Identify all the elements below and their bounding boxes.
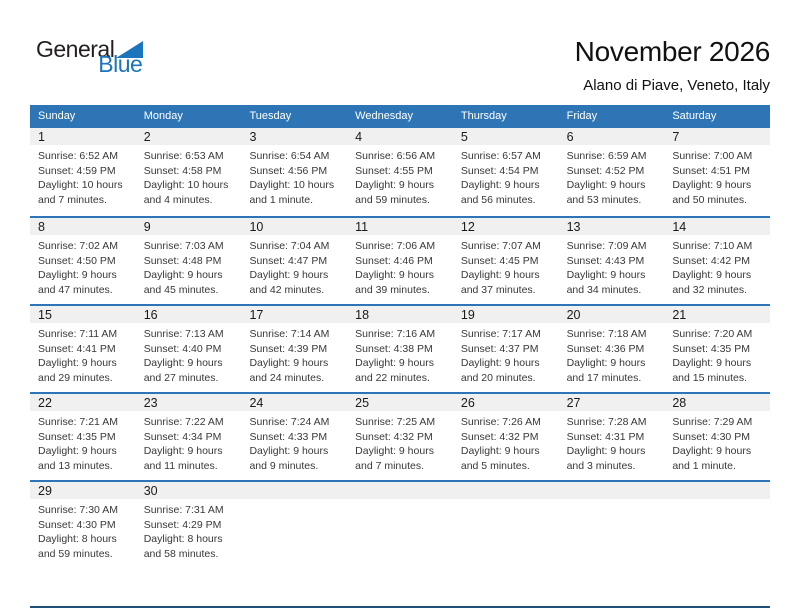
day-number: 2 bbox=[136, 128, 242, 145]
day-cell-13 bbox=[559, 218, 665, 304]
detail-line: Sunset: 4:35 PM bbox=[672, 342, 750, 355]
detail-line: Sunrise: 7:07 AM bbox=[460, 240, 541, 252]
general-blue-logo bbox=[36, 38, 143, 75]
day-number: 4 bbox=[347, 128, 453, 145]
detail-line: Sunset: 4:55 PM bbox=[355, 164, 433, 177]
detail-line: Daylight: 9 hours bbox=[672, 445, 752, 457]
detail-line: Daylight: 9 hours bbox=[355, 357, 434, 369]
detail-line: Sunset: 4:29 PM bbox=[143, 518, 222, 531]
detail-line: Daylight: 9 hours bbox=[672, 357, 752, 369]
detail-line: Sunrise: 7:25 AM bbox=[355, 416, 436, 428]
day-cell-6 bbox=[559, 128, 665, 216]
location-subtitle: Alano di Piave, Veneto, Italy bbox=[583, 77, 770, 94]
detail-line: Daylight: 9 hours bbox=[38, 269, 117, 281]
detail-line: Daylight: 9 hours bbox=[143, 445, 223, 457]
day-details bbox=[136, 499, 242, 561]
detail-line: Sunrise: 7:30 AM bbox=[38, 504, 118, 516]
detail-line: Sunset: 4:51 PM bbox=[672, 164, 750, 177]
day-number: 21 bbox=[664, 306, 770, 323]
day-cell-2 bbox=[136, 128, 242, 216]
day-cell-1 bbox=[30, 128, 136, 216]
detail-line: Sunrise: 7:09 AM bbox=[566, 240, 647, 252]
detail-line: and 17 minutes. bbox=[566, 371, 642, 384]
day-details bbox=[347, 235, 453, 297]
day-details bbox=[347, 499, 453, 503]
detail-line: Daylight: 8 hours bbox=[38, 533, 117, 545]
detail-line: and 3 minutes. bbox=[566, 459, 636, 472]
detail-line: and 37 minutes. bbox=[460, 283, 536, 296]
detail-line: Sunrise: 6:57 AM bbox=[460, 150, 541, 162]
day-cell-3 bbox=[241, 128, 347, 216]
detail-line: Daylight: 9 hours bbox=[460, 445, 540, 457]
day-details bbox=[559, 235, 665, 297]
detail-line: Daylight: 9 hours bbox=[460, 269, 540, 281]
detail-line: Sunrise: 7:21 AM bbox=[38, 416, 118, 428]
detail-line: Daylight: 9 hours bbox=[460, 179, 540, 191]
empty-day-cell bbox=[241, 482, 347, 568]
day-details bbox=[347, 411, 453, 473]
day-number: 14 bbox=[664, 218, 770, 235]
detail-line: Sunrise: 6:52 AM bbox=[38, 150, 118, 162]
day-cell-8 bbox=[30, 218, 136, 304]
detail-line: Daylight: 9 hours bbox=[355, 269, 434, 281]
detail-line: and 1 minute. bbox=[672, 459, 736, 472]
detail-line: Sunset: 4:36 PM bbox=[566, 342, 645, 355]
detail-line: and 39 minutes. bbox=[355, 283, 430, 296]
empty-day-cell bbox=[453, 482, 559, 568]
empty-day-cell bbox=[347, 482, 453, 568]
detail-line: Daylight: 9 hours bbox=[566, 269, 646, 281]
day-cell-16 bbox=[136, 306, 242, 392]
detail-line: Sunrise: 7:10 AM bbox=[672, 240, 753, 252]
day-number: 5 bbox=[453, 128, 559, 145]
day-cell-7 bbox=[664, 128, 770, 216]
day-cell-21 bbox=[664, 306, 770, 392]
day-cell-10 bbox=[241, 218, 347, 304]
detail-line: Daylight: 10 hours bbox=[249, 179, 335, 191]
detail-line: Sunrise: 6:59 AM bbox=[566, 150, 647, 162]
detail-line: and 22 minutes. bbox=[355, 371, 430, 384]
detail-line: Daylight: 9 hours bbox=[143, 357, 223, 369]
day-number: 22 bbox=[30, 394, 136, 411]
day-details bbox=[664, 499, 770, 503]
detail-line: Daylight: 9 hours bbox=[249, 445, 329, 457]
day-number: 12 bbox=[453, 218, 559, 235]
detail-line: and 56 minutes. bbox=[460, 193, 536, 206]
day-cell-5 bbox=[453, 128, 559, 216]
detail-line: Sunrise: 7:16 AM bbox=[355, 328, 436, 340]
detail-line: Sunrise: 7:26 AM bbox=[460, 416, 541, 428]
day-cell-23 bbox=[136, 394, 242, 480]
detail-line: Sunset: 4:33 PM bbox=[249, 430, 328, 443]
empty-day-cell bbox=[664, 482, 770, 568]
day-details bbox=[241, 145, 347, 207]
detail-line: Sunrise: 6:56 AM bbox=[355, 150, 436, 162]
day-details bbox=[30, 145, 136, 207]
day-cell-27 bbox=[559, 394, 665, 480]
week-row bbox=[30, 216, 770, 304]
detail-line: Sunset: 4:56 PM bbox=[249, 164, 328, 177]
day-number: 19 bbox=[453, 306, 559, 323]
calendar-weeks bbox=[30, 128, 770, 568]
logo-text-blue: Blue bbox=[98, 51, 143, 77]
detail-line: Sunrise: 7:28 AM bbox=[566, 416, 647, 428]
detail-line: Sunset: 4:30 PM bbox=[672, 430, 750, 443]
detail-line: Daylight: 8 hours bbox=[143, 533, 223, 545]
day-number: 24 bbox=[241, 394, 347, 411]
day-details bbox=[136, 235, 242, 297]
day-details bbox=[30, 411, 136, 473]
day-number: 15 bbox=[30, 306, 136, 323]
detail-line: Sunrise: 7:06 AM bbox=[355, 240, 436, 252]
detail-line: Sunset: 4:46 PM bbox=[355, 254, 433, 267]
detail-line: and 58 minutes. bbox=[143, 547, 219, 560]
detail-line: Daylight: 9 hours bbox=[38, 445, 117, 457]
detail-line: Sunset: 4:45 PM bbox=[460, 254, 539, 267]
day-cell-25 bbox=[347, 394, 453, 480]
day-cell-12 bbox=[453, 218, 559, 304]
detail-line: Sunset: 4:32 PM bbox=[355, 430, 433, 443]
day-number: 7 bbox=[664, 128, 770, 145]
detail-line: and 24 minutes. bbox=[249, 371, 325, 384]
day-number: 30 bbox=[136, 482, 242, 499]
day-details bbox=[664, 235, 770, 297]
detail-line: Daylight: 9 hours bbox=[672, 269, 752, 281]
header-titles bbox=[575, 36, 770, 94]
day-details bbox=[664, 145, 770, 207]
day-number bbox=[453, 482, 559, 499]
day-cell-20 bbox=[559, 306, 665, 392]
day-details bbox=[559, 411, 665, 473]
week-row bbox=[30, 480, 770, 568]
detail-line: Sunrise: 6:53 AM bbox=[143, 150, 224, 162]
detail-line: Daylight: 9 hours bbox=[355, 445, 434, 457]
detail-line: Sunset: 4:41 PM bbox=[38, 342, 116, 355]
day-details bbox=[559, 323, 665, 385]
detail-line: and 59 minutes. bbox=[38, 547, 113, 560]
detail-line: Sunset: 4:38 PM bbox=[355, 342, 433, 355]
detail-line: Sunset: 4:47 PM bbox=[249, 254, 328, 267]
day-cell-28 bbox=[664, 394, 770, 480]
weekday-header-saturday: Saturday bbox=[672, 110, 717, 122]
day-number: 27 bbox=[559, 394, 665, 411]
week-row bbox=[30, 392, 770, 480]
detail-line: Sunrise: 7:24 AM bbox=[249, 416, 330, 428]
empty-day-cell bbox=[559, 482, 665, 568]
day-details bbox=[136, 323, 242, 385]
day-details bbox=[241, 411, 347, 473]
detail-line: Sunrise: 7:17 AM bbox=[460, 328, 541, 340]
day-number: 20 bbox=[559, 306, 665, 323]
weekday-header-friday: Friday bbox=[566, 110, 598, 122]
logo-text-general: General bbox=[36, 36, 115, 62]
detail-line: Sunrise: 7:31 AM bbox=[143, 504, 224, 516]
day-number: 28 bbox=[664, 394, 770, 411]
day-cell-15 bbox=[30, 306, 136, 392]
detail-line: Sunrise: 7:20 AM bbox=[672, 328, 753, 340]
detail-line: Sunset: 4:43 PM bbox=[566, 254, 645, 267]
detail-line: Sunset: 4:40 PM bbox=[143, 342, 222, 355]
detail-line: and 32 minutes. bbox=[672, 283, 748, 296]
page-title: November 2026 bbox=[574, 36, 770, 67]
detail-line: Daylight: 10 hours bbox=[38, 179, 123, 191]
detail-line: and 29 minutes. bbox=[38, 371, 113, 384]
detail-line: and 27 minutes. bbox=[143, 371, 219, 384]
detail-line: Sunrise: 7:13 AM bbox=[143, 328, 224, 340]
day-cell-11 bbox=[347, 218, 453, 304]
day-number: 17 bbox=[241, 306, 347, 323]
day-number: 29 bbox=[30, 482, 136, 499]
detail-line: Sunset: 4:50 PM bbox=[38, 254, 116, 267]
day-details bbox=[136, 145, 242, 207]
detail-line: Daylight: 9 hours bbox=[355, 179, 434, 191]
day-cell-9 bbox=[136, 218, 242, 304]
detail-line: and 59 minutes. bbox=[355, 193, 430, 206]
weekday-header-sunday: Sunday bbox=[38, 110, 76, 122]
day-number: 23 bbox=[136, 394, 242, 411]
detail-line: Daylight: 9 hours bbox=[460, 357, 540, 369]
detail-line: Sunset: 4:34 PM bbox=[143, 430, 222, 443]
day-number bbox=[241, 482, 347, 499]
detail-line: Daylight: 10 hours bbox=[143, 179, 229, 191]
weekday-header-row bbox=[30, 105, 770, 128]
detail-line: Sunrise: 7:03 AM bbox=[143, 240, 224, 252]
day-cell-19 bbox=[453, 306, 559, 392]
day-details bbox=[453, 145, 559, 207]
weekday-header-thursday: Thursday bbox=[460, 110, 507, 122]
detail-line: Sunrise: 7:22 AM bbox=[143, 416, 224, 428]
detail-line: Sunrise: 7:18 AM bbox=[566, 328, 647, 340]
day-details bbox=[30, 499, 136, 561]
detail-line: and 7 minutes. bbox=[38, 193, 107, 206]
day-cell-17 bbox=[241, 306, 347, 392]
day-details bbox=[136, 411, 242, 473]
footer-rule bbox=[30, 606, 770, 608]
day-number: 10 bbox=[241, 218, 347, 235]
detail-line: Sunset: 4:54 PM bbox=[460, 164, 539, 177]
day-cell-18 bbox=[347, 306, 453, 392]
detail-line: and 4 minutes. bbox=[143, 193, 213, 206]
day-number: 26 bbox=[453, 394, 559, 411]
day-details bbox=[30, 235, 136, 297]
detail-line: Daylight: 9 hours bbox=[249, 357, 329, 369]
day-number: 25 bbox=[347, 394, 453, 411]
day-details bbox=[453, 411, 559, 473]
day-number: 9 bbox=[136, 218, 242, 235]
detail-line: Sunrise: 7:02 AM bbox=[38, 240, 118, 252]
detail-line: Sunset: 4:59 PM bbox=[38, 164, 116, 177]
detail-line: Sunrise: 7:04 AM bbox=[249, 240, 330, 252]
day-details bbox=[453, 323, 559, 385]
day-number: 1 bbox=[30, 128, 136, 145]
detail-line: Daylight: 9 hours bbox=[566, 179, 646, 191]
day-cell-4 bbox=[347, 128, 453, 216]
detail-line: Sunrise: 7:11 AM bbox=[38, 328, 118, 340]
detail-line: Sunset: 4:39 PM bbox=[249, 342, 328, 355]
day-details bbox=[30, 323, 136, 385]
day-cell-30 bbox=[136, 482, 242, 568]
day-details bbox=[241, 323, 347, 385]
detail-line: and 45 minutes. bbox=[143, 283, 219, 296]
day-cell-22 bbox=[30, 394, 136, 480]
detail-line: Daylight: 9 hours bbox=[566, 445, 646, 457]
day-cell-26 bbox=[453, 394, 559, 480]
day-details bbox=[664, 411, 770, 473]
detail-line: Sunset: 4:48 PM bbox=[143, 254, 222, 267]
detail-line: and 7 minutes. bbox=[355, 459, 425, 472]
detail-line: and 50 minutes. bbox=[672, 193, 748, 206]
detail-line: Sunset: 4:31 PM bbox=[566, 430, 645, 443]
detail-line: Daylight: 9 hours bbox=[143, 269, 223, 281]
detail-line: Sunrise: 7:14 AM bbox=[249, 328, 330, 340]
day-number bbox=[664, 482, 770, 499]
detail-line: Sunrise: 7:00 AM bbox=[672, 150, 753, 162]
day-cell-14 bbox=[664, 218, 770, 304]
detail-line: and 11 minutes. bbox=[143, 459, 218, 472]
detail-line: Sunset: 4:52 PM bbox=[566, 164, 645, 177]
detail-line: and 53 minutes. bbox=[566, 193, 642, 206]
day-details bbox=[241, 499, 347, 503]
detail-line: and 47 minutes. bbox=[38, 283, 113, 296]
detail-line: and 9 minutes. bbox=[249, 459, 319, 472]
day-number: 11 bbox=[347, 218, 453, 235]
day-number: 13 bbox=[559, 218, 665, 235]
weekday-header-tuesday: Tuesday bbox=[249, 110, 292, 122]
detail-line: and 34 minutes. bbox=[566, 283, 642, 296]
calendar-table bbox=[30, 105, 770, 568]
day-number bbox=[347, 482, 453, 499]
detail-line: and 42 minutes. bbox=[249, 283, 325, 296]
detail-line: Sunset: 4:37 PM bbox=[460, 342, 539, 355]
detail-line: and 1 minute. bbox=[249, 193, 314, 206]
day-cell-24 bbox=[241, 394, 347, 480]
day-details bbox=[347, 323, 453, 385]
detail-line: and 20 minutes. bbox=[460, 371, 536, 384]
day-number: 3 bbox=[241, 128, 347, 145]
day-number: 6 bbox=[559, 128, 665, 145]
day-details bbox=[453, 499, 559, 503]
week-row bbox=[30, 304, 770, 392]
detail-line: and 5 minutes. bbox=[460, 459, 530, 472]
detail-line: Sunrise: 7:29 AM bbox=[672, 416, 753, 428]
day-number: 16 bbox=[136, 306, 242, 323]
detail-line: Sunset: 4:32 PM bbox=[460, 430, 539, 443]
detail-line: Daylight: 9 hours bbox=[672, 179, 752, 191]
day-number: 8 bbox=[30, 218, 136, 235]
detail-line: Sunset: 4:35 PM bbox=[38, 430, 116, 443]
day-cell-29 bbox=[30, 482, 136, 568]
detail-line: Daylight: 9 hours bbox=[249, 269, 329, 281]
detail-line: Sunset: 4:58 PM bbox=[143, 164, 222, 177]
detail-line: Sunrise: 6:54 AM bbox=[249, 150, 330, 162]
detail-line: Sunset: 4:42 PM bbox=[672, 254, 750, 267]
day-details bbox=[559, 499, 665, 503]
detail-line: Daylight: 9 hours bbox=[566, 357, 646, 369]
day-details bbox=[559, 145, 665, 207]
weekday-header-monday: Monday bbox=[143, 110, 183, 122]
day-details bbox=[347, 145, 453, 207]
detail-line: Daylight: 9 hours bbox=[38, 357, 117, 369]
day-details bbox=[453, 235, 559, 297]
day-details bbox=[241, 235, 347, 297]
day-number bbox=[559, 482, 665, 499]
day-number: 18 bbox=[347, 306, 453, 323]
detail-line: and 13 minutes. bbox=[38, 459, 113, 472]
week-row bbox=[30, 128, 770, 216]
day-details bbox=[664, 323, 770, 385]
weekday-header-wednesday: Wednesday bbox=[355, 110, 414, 122]
detail-line: and 15 minutes. bbox=[672, 371, 748, 384]
detail-line: Sunset: 4:30 PM bbox=[38, 518, 116, 531]
